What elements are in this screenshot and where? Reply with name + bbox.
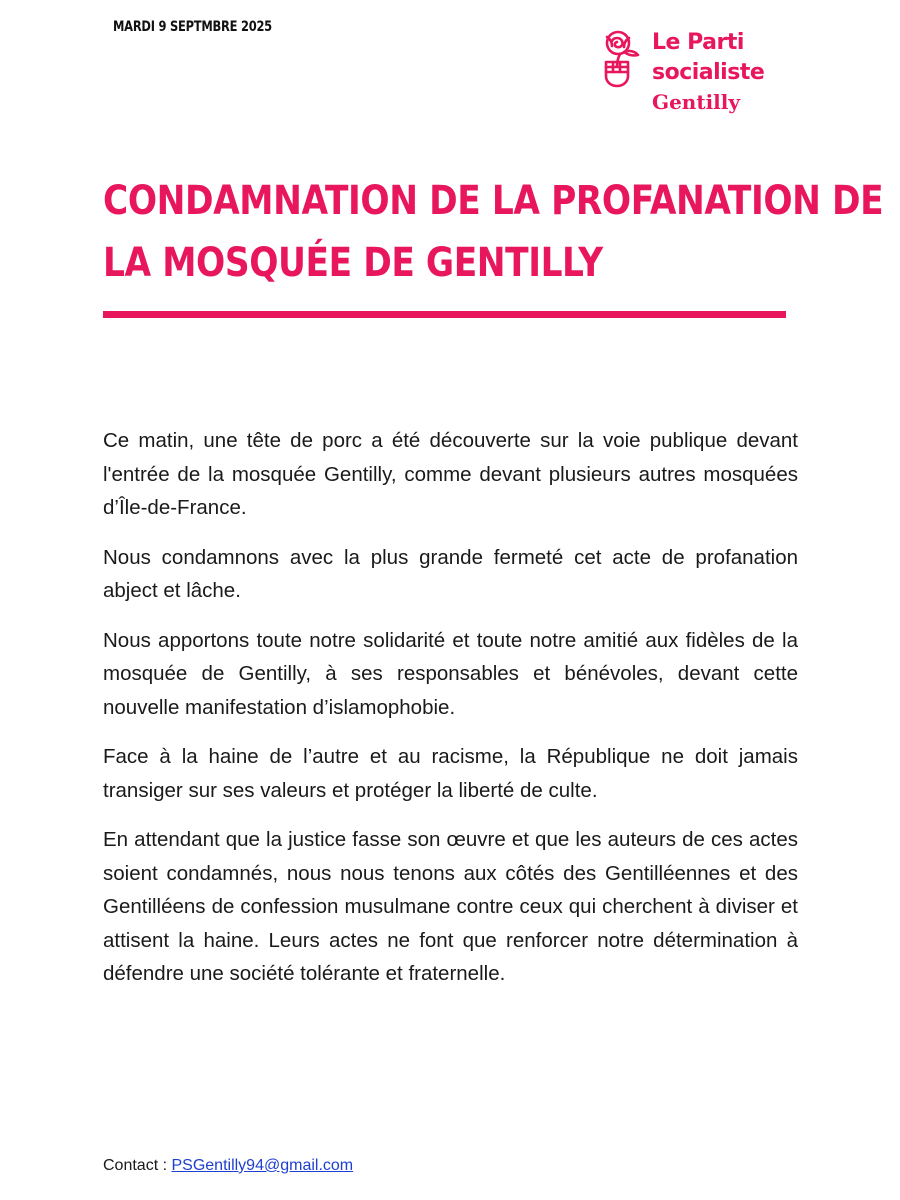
contact-line (103, 1157, 353, 1175)
logo-party-name-line1: Le Parti (652, 30, 744, 55)
logo-party-name-line2: socialiste (652, 60, 765, 85)
title-line-1: CONDAMNATION DE LA PROFANATION DE (103, 178, 884, 224)
rose-fist-icon (594, 28, 644, 90)
paragraph: En attendant que la justice fasse son œuvre et que les auteurs de ces actes soient condamnés, nous nous tenons aux côtés des Gentilléennes et des Gentilléens de confession musulmane contre ceux qui cherchent à diviser et attisent la haine. Leurs actes ne font que renforcer notre détermination à défendre une société tolérante et fraternelle. (103, 828, 798, 985)
contact-email-link[interactable]: PSGentilly94@gmail.com (171, 1157, 354, 1174)
paragraph: Ce matin, une tête de porc a été découverte sur la voie publique devant l'entrée de la mosquée Gentilly, comme devant plusieurs autres mosquées d’Île-de-France. (103, 429, 798, 519)
title-divider (103, 311, 786, 318)
statement-body (103, 424, 798, 1007)
party-logo (594, 28, 794, 123)
paragraph: Nous apportons toute notre solidarité et toute notre amitié aux fidèles de la mosquée de Gentilly, à ses responsables et bénévoles, devant cette nouvelle manifestation d’islamophobie. (103, 628, 798, 719)
press-release-date: MARDI 9 SEPTMBRE 2025 (113, 19, 272, 35)
paragraph: Face à la haine de l’autre et au racisme, la République ne doit jamais transiger sur ses valeurs et protéger la liberté de culte. (103, 745, 798, 802)
page-title (103, 170, 884, 294)
title-line-2: LA MOSQUÉE DE GENTILLY (103, 240, 603, 286)
contact-label: Contact : (103, 1157, 172, 1174)
paragraph: Nous condamnons avec la plus grande fermeté cet acte de profanation abject et lâche. (103, 545, 798, 602)
logo-city: Gentilly (652, 90, 740, 114)
